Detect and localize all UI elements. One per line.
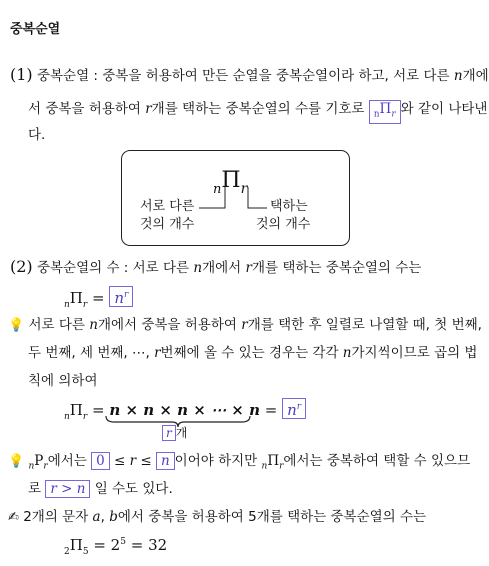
section1-line1: (1) 중복순열 : 중복을 허용하여 만든 순열을 중복순열이라 하고, 서로 다른 n개에 — [10, 65, 489, 84]
diagram-left-label-2: 것의 개수 — [140, 217, 195, 232]
diagram-right-label-2: 것의 개수 — [256, 217, 311, 232]
note1-line1: 💡 서로 다른 n개에서 중복을 허용하여 r개를 택한 후 일렬로 나열할 때, 첫 번째, — [8, 317, 482, 333]
example-line: ✍ 2개의 문자 a, b에서 중복을 허용하여 5개를 택하는 중복순열의 수는 — [8, 509, 427, 525]
section2-formula: $_n\Pi_r = n^r$ — [64, 286, 133, 310]
page-title: 중복순열 — [10, 22, 61, 37]
note1-line3: 칙에 의하여 — [28, 373, 98, 389]
note2-line2: 로 r > n 일 수도 있다. — [28, 481, 173, 497]
section1-line2: 서 중복을 허용하여 r개를 택하는 중복순열의 수를 기호로 $_n\Pi_r$ 와 같이 나타낸 — [28, 100, 487, 124]
diagram-left-label-1: 서로 다른 — [140, 199, 195, 214]
lightbulb-icon: 💡 — [8, 318, 25, 333]
lightbulb-icon: 💡 — [8, 454, 25, 469]
pi-symbol-box: $_n\Pi_r$ — [369, 100, 401, 124]
diagram-right-label-1: 택하는 — [270, 199, 308, 214]
notation-symbol: $_n\Pi_r$ — [213, 168, 248, 197]
example-formula: $_2\Pi_5 = 2^5 = 32$ — [64, 536, 168, 557]
product-formula: $_n\Pi_r = n \times n \times n$ × ⋯ × $n = n^r$ — [64, 398, 306, 422]
note1-line2: 두 번째, 세 번째, ⋯, r번째에 올 수 있는 경우는 각각 n가지씩이므로 곱의 법 — [28, 345, 478, 361]
underbrace-label: r 개 — [162, 424, 187, 441]
section1-line3: 다. — [28, 127, 46, 143]
section2-line: (2) 중복순열의 수 : 서로 다른 n개에서 r개를 택하는 중복순열의 수는 — [10, 257, 422, 276]
pencil-icon: ✍ — [8, 510, 19, 525]
note2-line1: 💡 $_nP_r$에서는 0 ≤ r ≤ n 이어야 하지만 $_n\Pi_r$에서는 중복하여 택할 수 있으므 — [8, 453, 471, 472]
